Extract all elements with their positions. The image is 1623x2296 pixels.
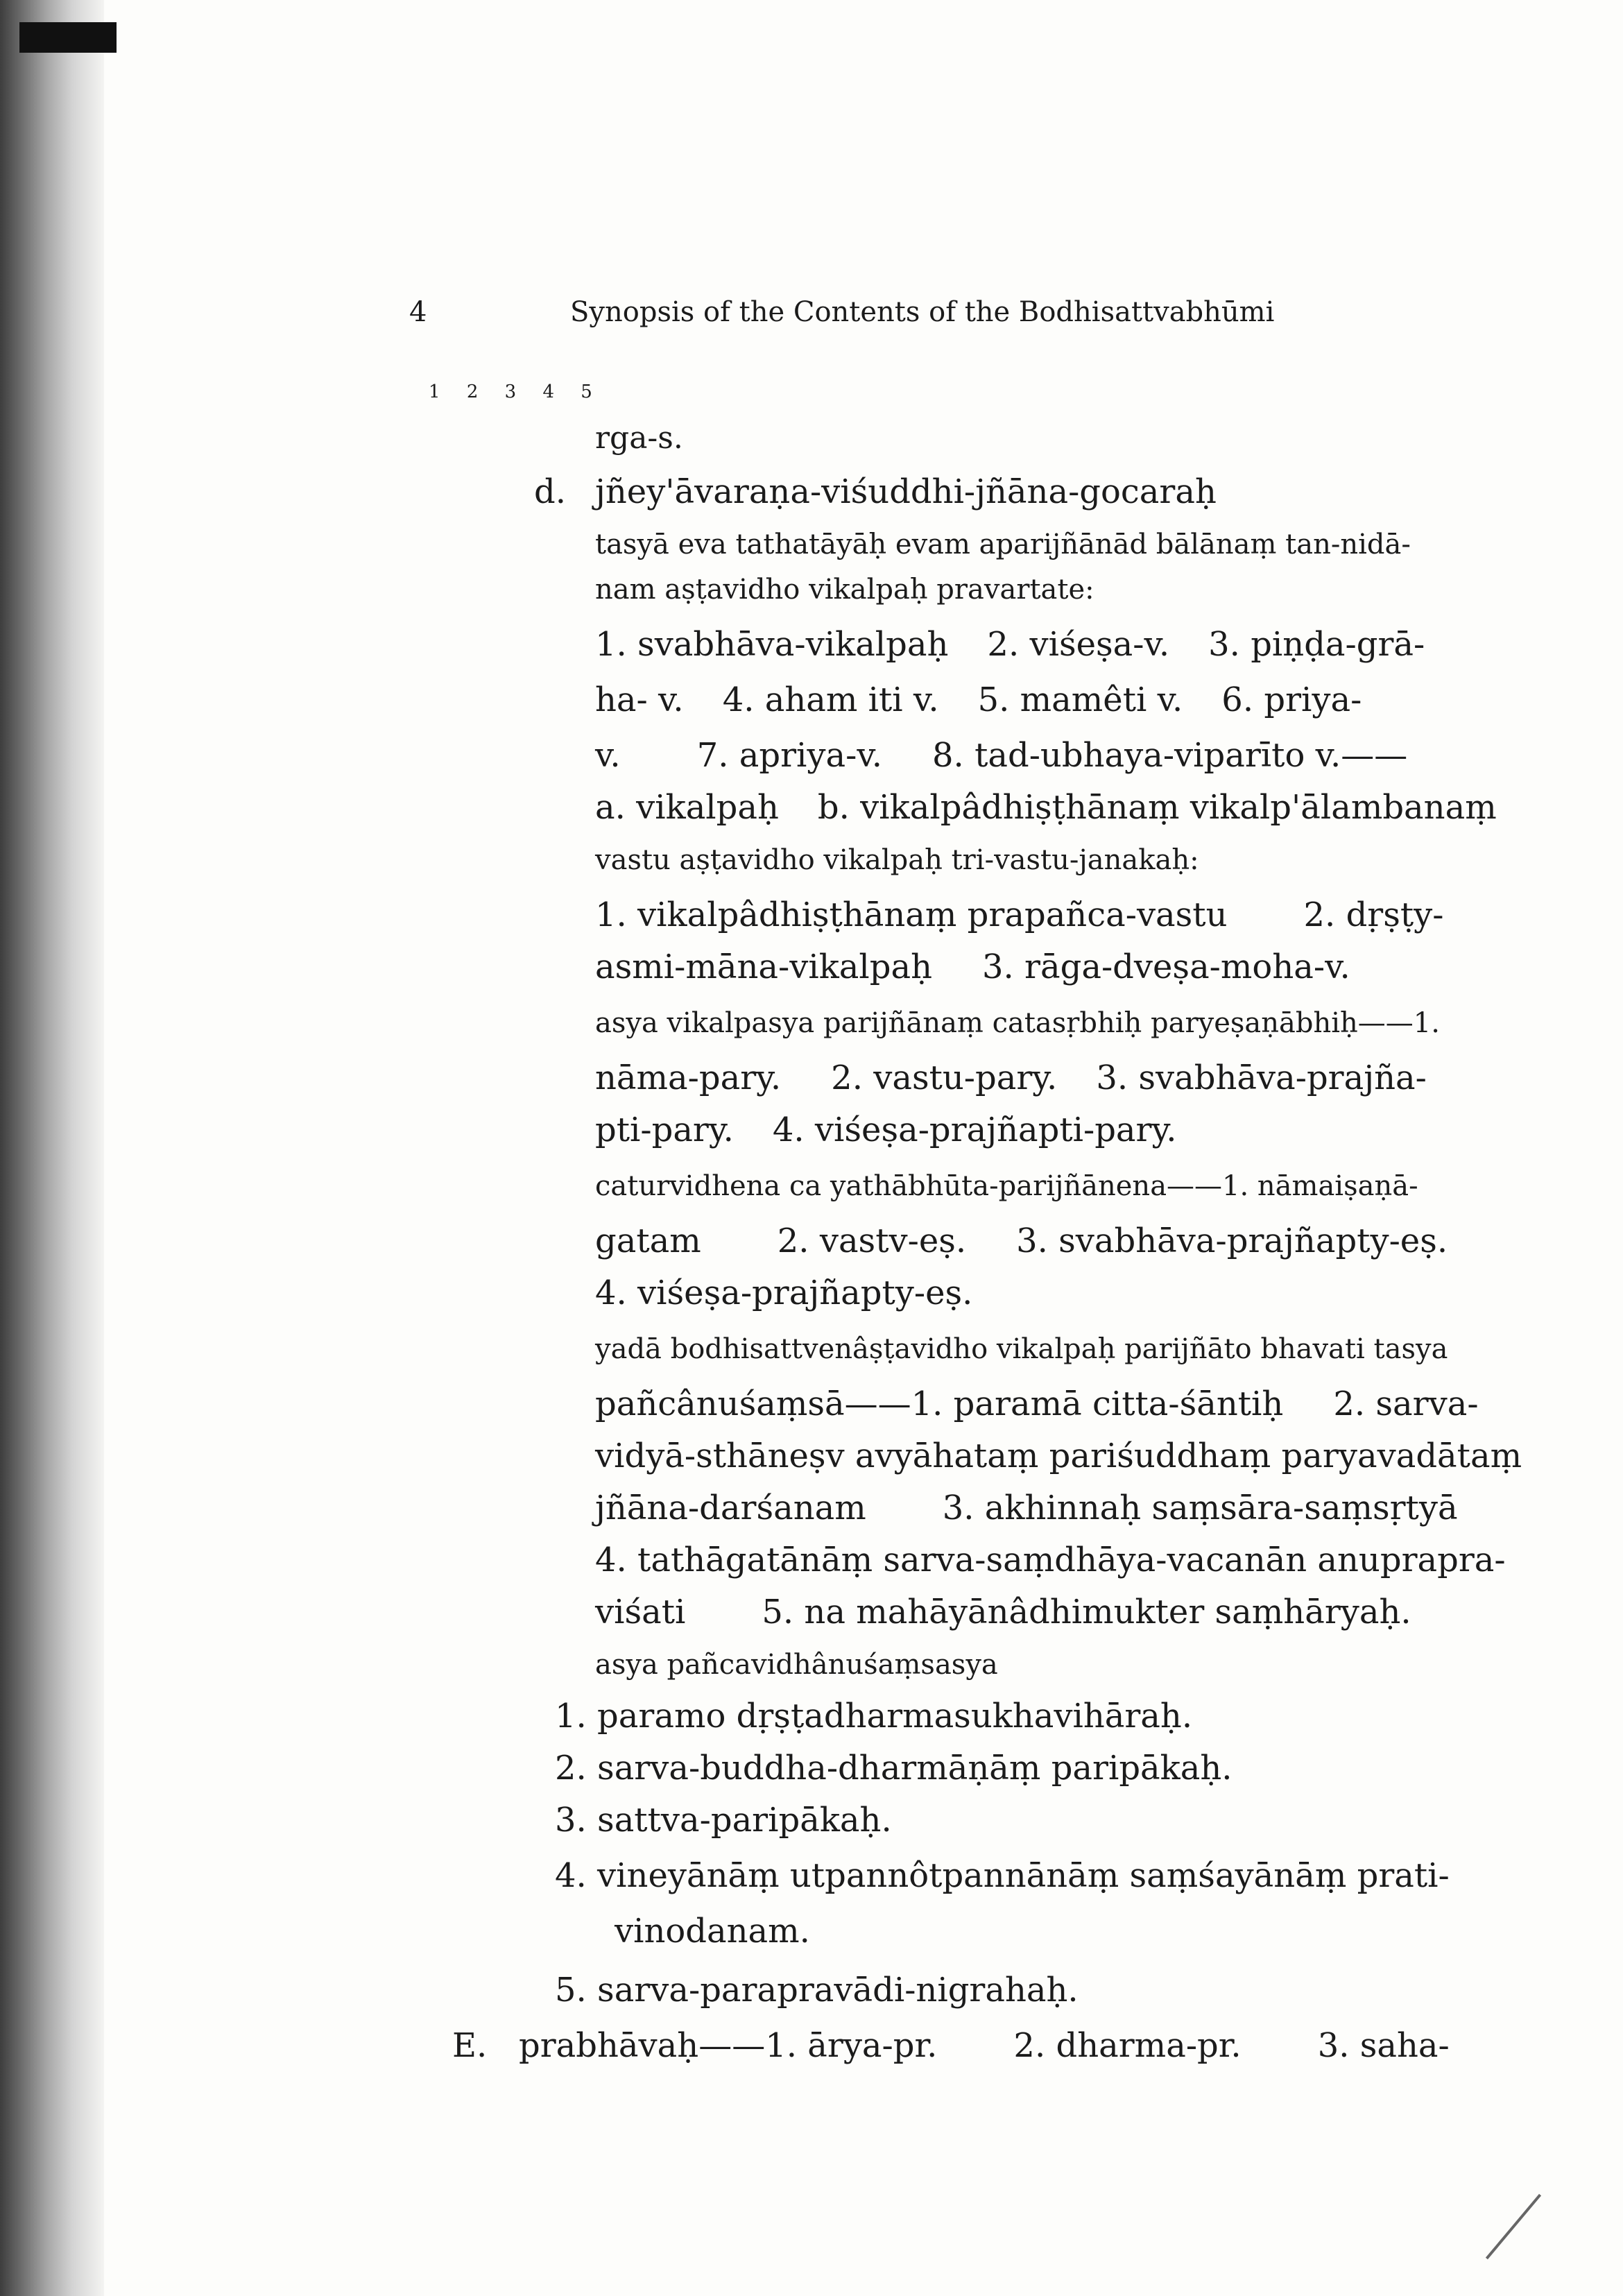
section-label: E. [452, 2026, 488, 2065]
text-line: pañcânuśaṃsā——1. paramā citta-śāntiḥ 2. sarva- [595, 1385, 1479, 1423]
list-item: 4. vineyānāṃ utpannôtpannānāṃ saṃśayānāṃ prati- [555, 1856, 1450, 1895]
section-label: d. [534, 472, 566, 511]
column-number: 3 [504, 382, 517, 402]
text-line: 1. svabhāva-vikalpaḥ 2. viśeṣa-v. 3. piṇḍa-grā- [595, 625, 1425, 664]
column-number: 4 [542, 382, 554, 402]
text-line: nāma-pary. 2. vastu-pary. 3. svabhāva-prajña- [595, 1059, 1427, 1097]
list-item: 1. paramo dṛṣṭadharmasukhavihāraḥ. [555, 1697, 1193, 1736]
text-line: ha- v. 4. aham iti v. 5. mamêti v. 6. priya- [595, 680, 1362, 719]
list-item: 3. sattva-paripākaḥ. [555, 1801, 892, 1840]
list-item-continuation: vinodanam. [615, 1912, 810, 1951]
text-line: pti-pary. 4. viśeṣa-prajñapti-pary. [595, 1111, 1177, 1149]
list-item: 5. sarva-parapravādi-nigrahaḥ. [555, 1971, 1079, 2010]
text-line: rga-s. [595, 420, 683, 456]
text-line: asya vikalpasya parijñānaṃ catasṛbhiḥ paryeṣaṇābhiḥ——1. [595, 1007, 1440, 1039]
text-line: yadā bodhisattvenâṣṭavidho vikalpaḥ parijñāto bhavati tasya [595, 1333, 1448, 1365]
text-line: asya pañcavidhânuśaṃsasya [595, 1649, 998, 1681]
list-item: 2. sarva-buddha-dharmāṇāṃ paripākaḥ. [555, 1749, 1233, 1788]
text-line: vastu aṣṭavidho vikalpaḥ tri-vastu-janakaḥ: [595, 844, 1199, 876]
text-line: gatam 2. vastv-eṣ. 3. svabhāva-prajñapty-eṣ. [595, 1222, 1448, 1260]
binding-dark-mark [19, 22, 117, 53]
text-line: 4. tathāgatānāṃ sarva-saṃdhāya-vacanān anuprapra- [595, 1541, 1506, 1579]
text-line: nam aṣṭavidho vikalpaḥ pravartate: [595, 574, 1094, 606]
section-heading: jñey'āvaraṇa-viśuddhi-jñāna-gocaraḥ [595, 472, 1217, 511]
text-line: 1. vikalpâdhiṣṭhānaṃ prapañca-vastu 2. dṛṣṭy- [595, 896, 1444, 934]
text-line: 4. viśeṣa-prajñapty-eṣ. [595, 1274, 973, 1312]
text-line: a. vikalpaḥ b. vikalpâdhiṣṭhānaṃ vikalp'ālambanaṃ [595, 788, 1497, 827]
text-line: vidyā-sthāneṣv avyāhataṃ pariśuddhaṃ paryavadātaṃ [595, 1437, 1522, 1475]
text-line: v. 7. apriya-v. 8. tad-ubhaya-viparīto v.—— [595, 736, 1408, 775]
text-line: caturvidhena ca yathābhūta-parijñānena——1. nāmaiṣaṇā- [595, 1170, 1418, 1202]
text-line: asmi-māna-vikalpaḥ 3. rāga-dveṣa-moha-v. [595, 948, 1350, 986]
page-number: 4 [409, 296, 427, 328]
text-line: tasyā eva tathatāyāḥ evam aparijñānād bālānaṃ tan-nidā- [595, 529, 1411, 560]
book-binding-shadow [0, 0, 104, 2296]
text-line: jñāna-darśanam 3. akhinnaḥ saṃsāra-saṃsṛtyā [595, 1489, 1458, 1527]
column-number: 5 [581, 382, 592, 402]
text-line: viśati 5. na mahāyānâdhimukter saṃhāryaḥ. [595, 1593, 1411, 1631]
pencil-mark [1486, 2194, 1541, 2259]
column-number: 2 [466, 382, 479, 402]
column-numbers [429, 382, 613, 402]
text-line: prabhāvaḥ——1. ārya-pr. 2. dharma-pr. 3. saha- [519, 2026, 1450, 2065]
running-header: Synopsis of the Contents of the Bodhisattvabhūmi [570, 296, 1275, 328]
column-number: 1 [429, 382, 440, 402]
